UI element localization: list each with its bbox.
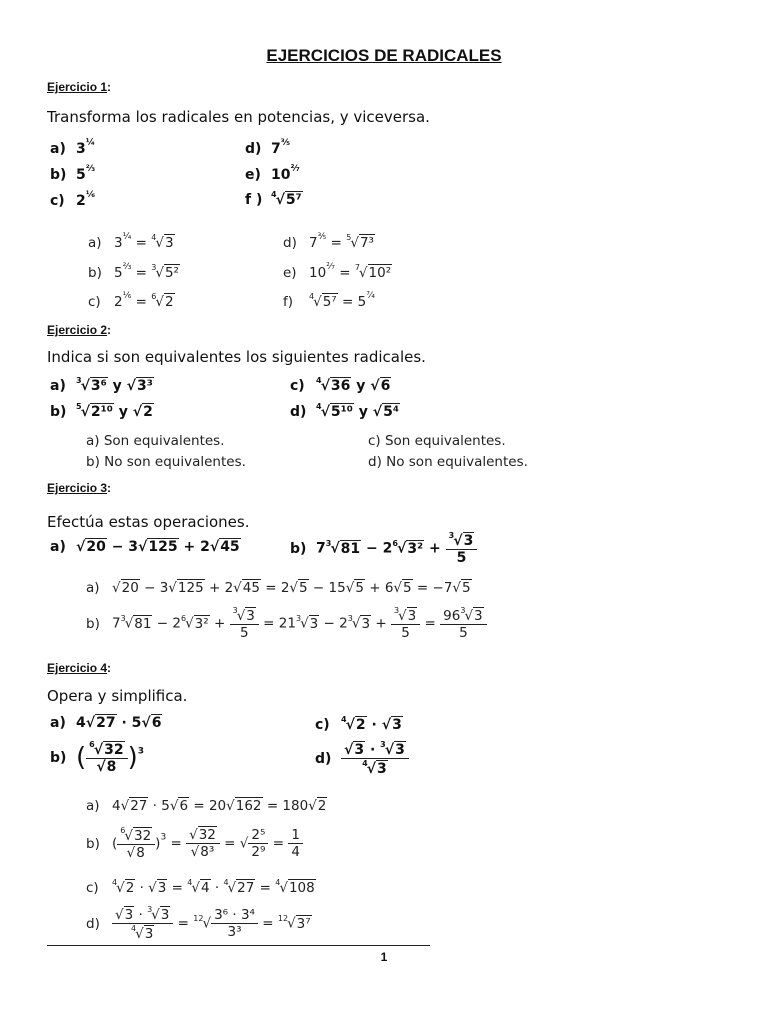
page-number: 1 xyxy=(380,950,388,964)
ejercicio-3-instruction: Efectúa estas operaciones. xyxy=(47,513,250,531)
ej1-sol-c: c) $2^{\frac{1}{6}} = ^6√2$ xyxy=(88,291,174,310)
ej4-sol-a: a) 4√27 · 5√6 = 20√162 = 180√2 xyxy=(86,798,327,814)
footer-rule xyxy=(47,945,430,946)
ejercicio-4-instruction: Opera y simplifica. xyxy=(47,687,188,705)
ej4-item-d: d) $\frac{√3 \cdot ^3√3}{^4√3}$ xyxy=(315,740,409,777)
ej1-sol-f: f) $^4√5^7 = 5^{^7⁄_4}$ xyxy=(283,291,375,310)
ej2-item-d: d) $^4$√5¹⁰ y √5⁴ xyxy=(290,402,400,420)
ej1-sol-e: e) $10^{^2⁄_7} = ^7√10^2$ xyxy=(283,262,392,281)
ej3-item-a: a) √20 − 3√125 + 2√45 xyxy=(50,539,240,555)
ej2-item-c: c) $^4$√36 y √6 xyxy=(290,376,391,394)
ej3-item-b: b) $7^3√81 - 2^6√3^2$ + $\frac{^3√3}{5}$ xyxy=(290,531,477,566)
ej1-item-d: d) $7^{\frac{3}{5}}$ xyxy=(245,138,291,157)
ej3-sol-a: a) √20 − 3√125 + 2√45 = 2√5 − 15√5 + 6√5 = −7√5 xyxy=(86,580,471,596)
ej4-item-c: c) $^4$√2 · √3 xyxy=(315,715,402,733)
ej4-item-b: b) ( $\frac{^6√32}{√8}$ )$^3$ xyxy=(50,740,144,775)
ej3-sol-b: b) $7^3√81 - 2^6√3^2$ + $\frac{^3√3}{5}$ = $21^3√3 - 2^3√3$ + $\frac{^3√3}{5}$ = $\frac{96^3√3}{5}$ xyxy=(86,606,487,641)
ej1-item-f: f ) $^4$√5⁷ xyxy=(245,190,302,208)
ej1-sol-a: a) $3^{\frac{1}{4}} = ^4√3$ xyxy=(88,232,174,251)
ej1-item-b: b) $5^{\frac{2}{3}}$ xyxy=(50,164,96,183)
ej2-sol-a: a) Son equivalentes. xyxy=(86,433,225,449)
ej2-sol-d: d) No son equivalentes. xyxy=(368,454,528,470)
ej2-sol-c: c) Son equivalentes. xyxy=(368,433,506,449)
ej1-item-a: a) $3^{\frac{1}{4}}$ xyxy=(50,138,96,157)
ej4-sol-c: c) $^4$√2 · √3 = $^4$√4 · $^4$√27 = $^4$√108 xyxy=(86,878,315,896)
ejercicio-4-heading: Ejercicio 4: xyxy=(47,661,112,675)
ej4-sol-d: d) $\frac{√3 \cdot ^3√3}{^4√3}$ = $^{12}$√ $\frac{\text{3⁶ · 3⁴}}{\text{3³}}$ = $^{12}$√3⁷ xyxy=(86,905,311,942)
ej1-item-e: e) $10^{^2⁄_7}$ xyxy=(245,164,300,183)
ej2-item-b: b) $^5$√2¹⁰ y √2 xyxy=(50,402,153,420)
ej4-item-a: a) 4√27 · 5√6 xyxy=(50,715,162,731)
ejercicio-3-heading: Ejercicio 3: xyxy=(47,481,112,495)
ej1-sol-b: b) $5^{\frac{2}{3}} = ^3√5^2$ xyxy=(88,262,179,281)
ej2-item-a: a) $^3$√3⁶ y √3³ xyxy=(50,376,153,394)
ejercicio-2-instruction: Indica si son equivalentes los siguientes radicales. xyxy=(47,348,426,366)
page-title: EJERCICIOS DE RADICALES xyxy=(266,46,502,65)
ejercicio-1-instruction: Transforma los radicales en potencias, y viceversa. xyxy=(47,108,430,126)
ejercicio-1-heading: Ejercicio 1: xyxy=(47,80,112,94)
ej1-item-c: c) $2^{\frac{1}{6}}$ xyxy=(50,190,96,209)
ej1-sol-d: d) $7^{\frac{3}{5}} = ^5√7^3$ xyxy=(283,232,374,251)
ejercicio-2-heading: Ejercicio 2: xyxy=(47,323,112,337)
ej4-sol-b: b) ( $\frac{^6√32}{√8}$ )$^3$ = $\frac{√32}{\text{√8³}}$ = √ $\frac{\text{2⁵}}{\text{2⁹}}$ = $\frac{1}{4}$ xyxy=(86,826,303,861)
ej2-sol-b: b) No son equivalentes. xyxy=(86,454,246,470)
